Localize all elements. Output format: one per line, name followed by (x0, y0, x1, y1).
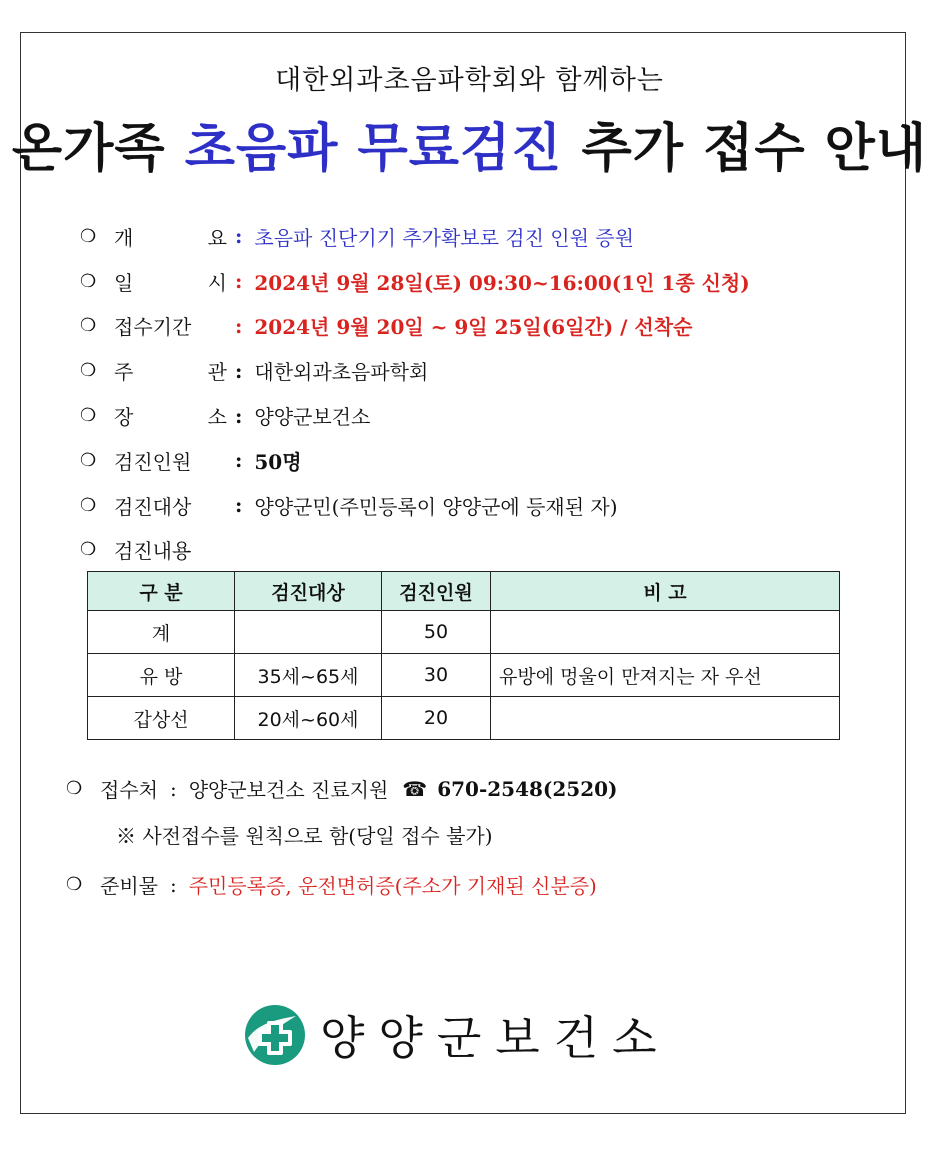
title-highlight: 초음파 무료검진 (184, 118, 563, 179)
col-header-remarks: 비 고 (491, 572, 840, 611)
bullet-icon: ❍ (80, 225, 97, 247)
info-item-location: ❍ 장 소 : 양양군보건소 (80, 393, 750, 438)
item-label: 일 시 (114, 270, 227, 295)
logo-name: 양양군보건소 (320, 1011, 671, 1065)
table-cell (491, 611, 840, 654)
col-header-category: 구 분 (88, 572, 235, 611)
preparation-info: ❍ 준비물 : 주민등록증, 운전면허증(주소가 기재된 신분증) (66, 870, 597, 899)
info-item-organizer: ❍ 주 관 : 대한외과초음파학회 (80, 348, 750, 393)
table-cell: 20 (382, 697, 491, 740)
reception-info: ❍ 접수처 : 양양군보건소 진료지원 ☎ 670-2548(2520) (66, 774, 618, 803)
item-label: 장 소 (114, 405, 227, 430)
bullet-icon: ❍ (80, 315, 97, 337)
item-value: 초음파 진단기기 추가확보로 검진 인원 증원 (254, 225, 634, 250)
info-list (80, 214, 750, 572)
info-item-datetime: ❍ 일 시 : 2024년 9월 28일(토) 09:30~16:00(1인 1종 신청) (80, 259, 750, 304)
table-cell (235, 611, 382, 654)
info-item-overview: ❍ 개 요 : 초음파 진단기기 추가확보로 검진 인원 증원 (80, 214, 750, 259)
info-item-contents (80, 528, 750, 573)
health-cross-icon (244, 1004, 306, 1066)
exam-table (87, 571, 840, 740)
item-label: 개 요 (114, 225, 227, 250)
reception-label: 접수처 (100, 778, 158, 802)
table-cell: 30 (382, 654, 491, 697)
health-center-logo (244, 1002, 671, 1068)
preparation-value: 주민등록증, 운전면허증(주소가 기재된 신분증) (188, 874, 597, 898)
info-item-capacity: ❍ 검진인원 : 50명 (80, 438, 750, 483)
reception-phone: 670-2548(2520) (437, 776, 618, 801)
table-cell: 유 방 (88, 654, 235, 697)
bullet-icon: ❍ (80, 449, 97, 471)
table-header-row (88, 572, 840, 611)
item-value: 대한외과초음파학회 (254, 360, 429, 385)
title-part-1: 온가족 (11, 118, 185, 179)
info-item-eligibility: ❍ 검진대상 : 양양군민(주민등록이 양양군에 등재된 자) (80, 483, 750, 528)
table-row (88, 654, 840, 697)
item-label: 검진대상 (114, 494, 192, 519)
item-label: 접수기간 (114, 315, 192, 340)
table-cell (491, 697, 840, 740)
subtitle: 대한외과초음파학회와 함께하는 (275, 65, 664, 96)
item-value: 양양군민(주민등록이 양양군에 등재된 자) (254, 494, 618, 519)
table-cell: 갑상선 (88, 697, 235, 740)
note: ※ 사전접수를 원칙으로 함(당일 접수 불가) (116, 824, 493, 848)
table-cell: 50 (382, 611, 491, 654)
item-value: 2024년 9월 28일(토) 09:30~16:00(1인 1종 신청) (254, 270, 750, 295)
col-header-count: 검진인원 (382, 572, 491, 611)
page-title (0, 106, 939, 181)
bullet-icon: ❍ (66, 874, 83, 895)
item-value: 양양군보건소 (254, 405, 371, 430)
bullet-icon: ❍ (80, 270, 97, 292)
phone-icon: ☎ (402, 776, 428, 801)
preparation-label: 준비물 (100, 874, 158, 898)
item-value: 50명 (254, 449, 302, 474)
bullet-icon: ❍ (80, 405, 97, 427)
item-label: 검진인원 (114, 449, 192, 474)
title-part-2: 추가 접수 안내 (562, 118, 928, 179)
table-cell: 유방에 멍울이 만져지는 자 우선 (491, 654, 840, 697)
table-cell: 20세~60세 (235, 697, 382, 740)
item-label: 주 관 (114, 360, 227, 385)
bullet-icon: ❍ (66, 778, 83, 799)
bullet-icon: ❍ (80, 539, 97, 561)
table-row (88, 697, 840, 740)
item-value: 2024년 9월 20일 ~ 9일 25일(6일간) / 선착순 (254, 315, 693, 340)
item-label: 검진내용 (114, 539, 192, 564)
bullet-icon: ❍ (80, 494, 97, 516)
table-row (88, 611, 840, 654)
info-item-reception-period: ❍ 접수기간 : 2024년 9월 20일 ~ 9일 25일(6일간) / 선착순 (80, 304, 750, 349)
reception-value: 양양군보건소 진료지원 (188, 778, 389, 802)
table-cell: 계 (88, 611, 235, 654)
table-cell: 35세~65세 (235, 654, 382, 697)
bullet-icon: ❍ (80, 360, 97, 382)
col-header-target: 검진대상 (235, 572, 382, 611)
